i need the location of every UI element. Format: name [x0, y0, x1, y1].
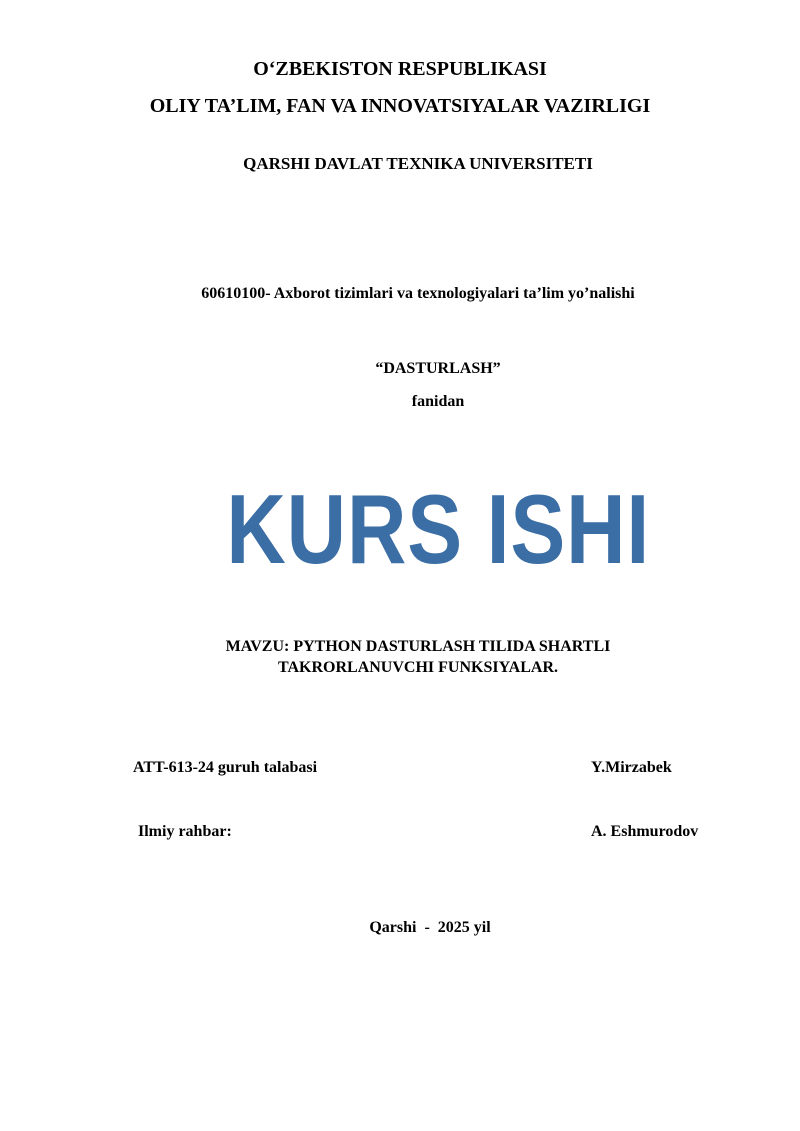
advisor-label: Ilmiy rahbar: — [138, 823, 232, 840]
student-label: ATT-613-24 guruh talabasi — [133, 759, 318, 776]
subject-suffix: fanidan — [411, 393, 465, 410]
subject-name: “DASTURLASH” — [375, 360, 501, 377]
university-heading: QARSHI DAVLAT TEXNIKA UNIVERSITETI — [243, 154, 593, 173]
document-title — [38, 474, 800, 584]
place-year: Qarshi - 2025 yil — [369, 919, 491, 936]
document-title-text: KURS ISHI — [226, 474, 650, 584]
ministry-heading: OLIY TA’LIM, FAN VA INNOVATSIYALAR VAZIRLIGI — [149, 95, 651, 117]
program-line: 60610100- Axborot tizimlari va texnologiyalari ta’lim yo’nalishi — [201, 285, 635, 302]
topic-line-2: TAKRORLANUVCHI FUNKSIYALAR. — [277, 659, 559, 676]
student-name: Y.Mirzabek — [591, 759, 672, 776]
country-heading: O‘ZBEKISTON RESPUBLIKASI — [253, 58, 547, 80]
topic-line-1: MAVZU: PYTHON DASTURLASH TILIDA SHARTLI — [225, 638, 611, 655]
advisor-name: A. Eshmurodov — [591, 823, 699, 840]
